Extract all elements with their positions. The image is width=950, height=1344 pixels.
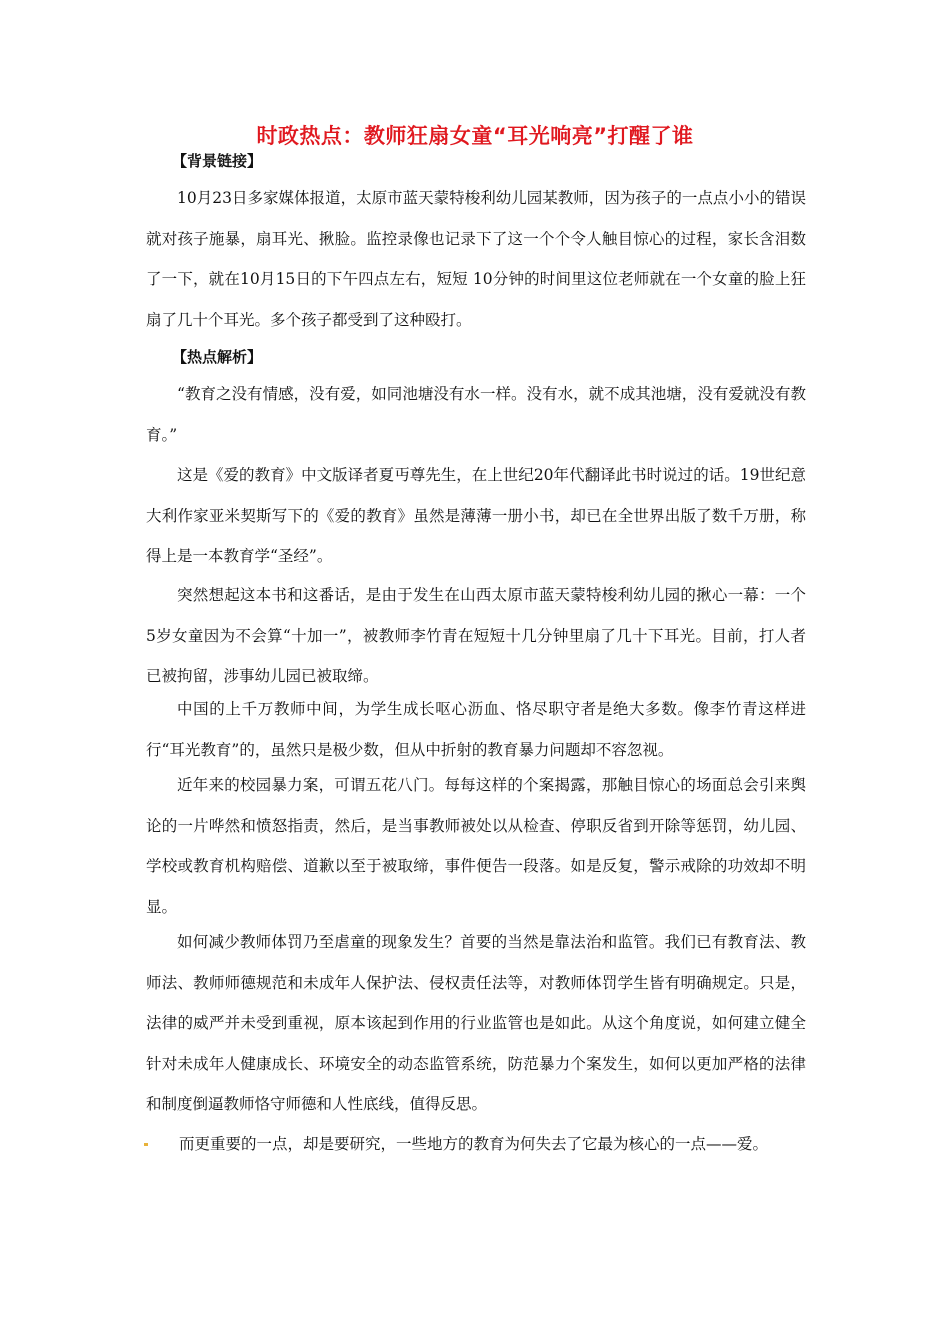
section-heading-analysis: 【热点解析】	[172, 348, 263, 366]
document-title: 时政热点：教师狂扇女童“耳光响亮”打醒了谁	[256, 124, 694, 148]
paragraph-school-violence: 近年来的校园暴力案，可谓五花八门。每每这样的个案揭露，那触目惊心的场面总会引来舆论的一片哗然和愤怒指责，然后，是当事教师被处以从检查、停职反省到开除等惩罚，幼儿园、学校或教育机构赔偿、道歉以至于被取缔，事件便告一段落。如是反复，警示戒除的功效却不明显。	[146, 776, 806, 916]
paragraph-conclusion: 而更重要的一点，却是要研究，一些地方的教育为何失去了它最为核心的一点——爱。	[179, 1135, 769, 1153]
paragraph-quote: “教育之没有情感，没有爱，如同池塘没有水一样。没有水，就不成其池塘，没有爱就没有教育。”	[146, 385, 806, 444]
paragraph-teachers: 中国的上千万教师中间，为学生成长呕心沥血、恪尽职守者是绝大多数。像李竹青这样进行“耳光教育”的，虽然只是极少数，但从中折射的教育暴力问题却不容忽视。	[146, 700, 806, 759]
paragraph-background: 10月23日多家媒体报道，太原市蓝天蒙特梭利幼儿园某教师，因为孩子的一点点小小的错误就对孩子施暴，扇耳光、揪脸。监控录像也记录下了这一个个令人触目惊心的过程，家长含泪数了一下，就在10月15日的下午四点左右，短短 10分钟的时间里这位老师就在一个女童的脸上狂扇了几十个耳光。多个孩子都受到了这种殴打。	[146, 189, 806, 329]
section-heading-background: 【背景链接】	[172, 152, 263, 170]
paragraph-incident: 突然想起这本书和这番话，是由于发生在山西太原市蓝天蒙特梭利幼儿园的揪心一幕：一个5岁女童因为不会算“十加一”，被教师李竹青在短短十几分钟里扇了几十下耳光。目前，打人者已被拘留，涉事幼儿园已被取缔。	[146, 586, 806, 685]
paragraph-regulation: 如何减少教师体罚乃至虐童的现象发生？首要的当然是靠法治和监管。我们已有教育法、教师法、教师师德规范和未成年人保护法、侵权责任法等，对教师体罚学生皆有明确规定。只是，法律的威严并未受到重视，原本该起到作用的行业监管也是如此。从这个角度说，如何建立健全针对未成年人健康成长、环境安全的动态监管系统，防范暴力个案发生，如何以更加严格的法律和制度倒逼教师恪守师德和人性底线，值得反思。	[146, 933, 806, 1113]
paragraph-translator: 这是《爱的教育》中文版译者夏丏尊先生，在上世纪20年代翻译此书时说过的话。19世纪意大利作家亚米契斯写下的《爱的教育》虽然是薄薄一册小书，却已在全世界出版了数千万册，称得上是一本教育学“圣经”。	[146, 466, 806, 565]
